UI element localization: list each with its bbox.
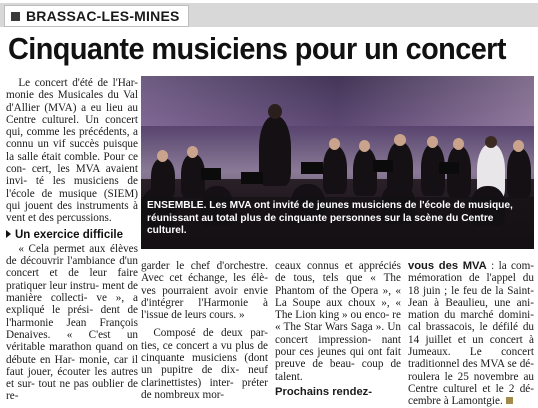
photo-caption [141,197,534,249]
column-3-lead: Prochains rendez- [275,385,372,398]
column-2-text-a: garder le chef d'orchestre. Avec cet échange, les élè- ves pourraient avoir envie d'intégrer l'Harmonie à l'issue de leurs cours. » [141,260,268,322]
column-2 [141,260,268,400]
conductor-figure [259,116,291,186]
rubric-label: BRASSAC-LES-MINES [26,8,180,24]
column-3 [275,260,401,400]
caption-lead: ENSEMBLE. [147,200,207,211]
column-1-quote: « Cela permet aux élèves de découvrir l'ambiance d'un concert et de leur faire pratiquer leur instru- ment de manière collecti- ve », a expliqué le prési- dent de l'harmonie Jean François Denaives. « C'est un véritable marathon quand on débute en Har- monie, car il faut jouer, écouter les autres et sur- tout ne pas oublier de re- [6,242,139,403]
triangle-bullet-icon [6,230,11,238]
column-3-text: ceaux connus et appréciés de tous, tels que « The Phantom of the Opera », « La Soupe aux choux », « The Lion king » ou enco- re « The Star Wars Saga ». Un concert impression- nant pour ces jeunes qui ont fait preuve de beau- coup de talent. [275,260,402,383]
column-4 [408,260,535,408]
end-of-article-icon [506,397,513,404]
caption-text: Les MVA ont invité de jeunes musiciens de l'école de musique, réunissant au total plus de cinquante personnes sur la scène du Centre culturel. [147,200,513,236]
section-rubric [0,3,538,29]
subhead-exercice: Un exercice difficile [6,229,138,241]
article-headline: Cinquante musiciens pour un concert [8,31,506,66]
rubric-tab [4,5,189,27]
column-4-text: vous des MVA : la com- mémoration de l'appel du 18 juin ; le feu de la Saint- Jean à Beaulieu, une ani- mation du marché domini- cal brassacois, le défilé du 14 juillet et un concert à Jumeaux. Le concert traditionnel des MVA se dé- roulera le 25 novembre au Centre culturel et le 2 dé- cembre à Lamontgie. [408,260,535,408]
column-1 [6,77,139,403]
column-4-lead: vous des MVA [408,260,487,272]
column-1-intro: Le concert d'été de l'Har- monie des Musicales du Val d'Allier (MVA) a eu lieu au Centre culturel. Un concert qui, comme les précédents, a connu un vif succès puisque la salle était comble. Pour ce con- cert, les MVA avaient invi- té les musiciens de l'école de musique (SIEM) qui jouent des instruments à vent et des percussions. [6,77,139,225]
column-2-text-b: Composé de deux par- ties, ce concert a vu plus de cinquante musiciens (dont un pupitre de dix- neuf clarinettistes) inter- préter de nombreux mor- [141,327,269,401]
square-bullet-icon [11,12,20,21]
